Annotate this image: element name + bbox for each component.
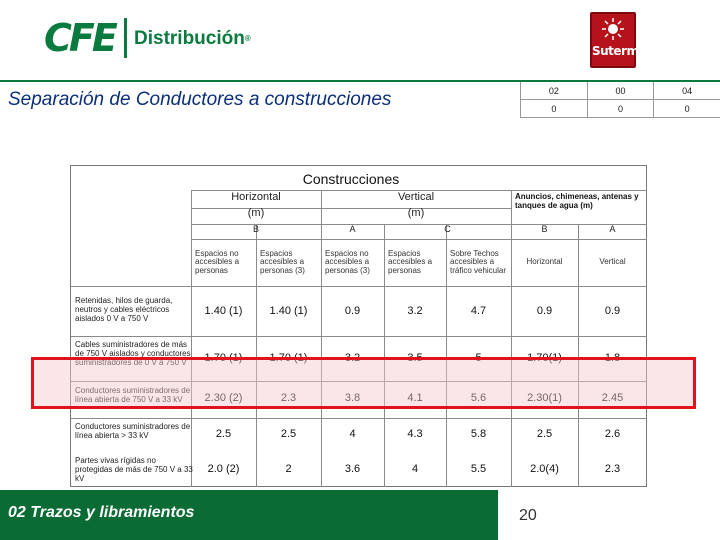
document-code-table [520, 82, 720, 118]
sun-icon [602, 18, 624, 40]
table-cell: 2.5 [280, 428, 297, 440]
table-cell: 4 [411, 463, 419, 475]
column-header: Horizontal [526, 257, 563, 266]
table-cell: 4.1 [407, 392, 423, 404]
grid-line [191, 190, 192, 487]
grid-line [511, 190, 512, 487]
table-cell: 1.40 (1) [204, 305, 243, 317]
letter-c: C [444, 224, 451, 234]
table-cell: 2.0 (2) [207, 463, 240, 475]
table-cell: 1.70 (1) [204, 352, 243, 364]
table-cell: 0.9 [344, 305, 361, 317]
row-label: Conductores suministradores de línea abierta > 33 kV [75, 422, 191, 440]
table-cell: 2.5 [215, 428, 232, 440]
anuncios-header: Anuncios, chimeneas, antenas y tanques de agua (m) [515, 192, 639, 210]
table-cell: 2.3 [604, 463, 621, 475]
column-header: Sobre Techos accesibles a tráfico vehicular [450, 249, 507, 275]
clearance-table [70, 165, 647, 487]
row-label: Retenidas, hilos de guarda, neutros y cables eléctricos aislados 0 V a 750 V [75, 296, 173, 323]
table-cell: 3.6 [344, 463, 361, 475]
horizontal-header: Horizontal [231, 191, 281, 203]
code-cell: 04 [653, 82, 720, 99]
cfe-logo-word: Distribución® [134, 28, 251, 50]
table-cell: 2.0(4) [530, 463, 559, 475]
vertical-unit: (m) [407, 207, 425, 219]
vertical-header: Vertical [397, 191, 435, 203]
footer-title: 02 Trazos y libramientos [8, 504, 195, 521]
table-cell: 3.5 [407, 352, 423, 364]
grid-line [71, 336, 647, 337]
letter-a: A [349, 224, 356, 234]
table-cell: 2.6 [604, 428, 621, 440]
table-cell: 5.5 [470, 463, 487, 475]
code-cell: 0 [653, 100, 720, 117]
table-cell: 3.2 [407, 305, 423, 317]
grid-line [71, 286, 647, 287]
highlight-box [31, 357, 696, 409]
table-cell: 3.2 [344, 352, 361, 364]
table-cell: 1.70 (1) [269, 352, 308, 364]
table-cell: 2 [285, 463, 292, 475]
letter-b: B [541, 224, 548, 234]
horizontal-unit: (m) [247, 207, 265, 219]
table-cell: 0.9 [536, 305, 553, 317]
column-header: Espacios accesibles a personas [388, 249, 433, 275]
logo-divider [124, 18, 127, 58]
table-cell: 1.40 (1) [269, 305, 308, 317]
table-cell: 2.45 [601, 392, 624, 404]
table-cell: 4.3 [407, 428, 423, 440]
page-number: 20 [519, 507, 537, 524]
table-cell: 5.6 [470, 392, 487, 404]
slide-title: Separación de Conductores a construcciones [8, 89, 392, 110]
code-cell: 00 [587, 82, 654, 99]
table-cell: 0.9 [604, 305, 621, 317]
table-cell: 1.70(1) [527, 352, 562, 364]
letter-b: B [252, 224, 259, 234]
table-cell: 4 [349, 428, 356, 440]
grid-line [71, 418, 647, 419]
column-header: Espacios no accesibles a personas (3) [325, 249, 370, 275]
table-cell: 4.7 [470, 305, 487, 317]
table-cell: 2.5 [536, 428, 553, 440]
table-cell: 5.8 [470, 428, 487, 440]
code-row [520, 100, 720, 118]
cfe-distribucion-logo [44, 14, 251, 64]
column-header: Espacios accesibles a personas (3) [260, 249, 305, 275]
column-header: Vertical [599, 257, 626, 266]
letter-a: A [609, 224, 616, 234]
row-label: Conductores suministradores de línea abierta de 750 V a 33 kV [75, 386, 191, 404]
suterm-logo-text: Suterm [592, 44, 639, 58]
table-cell: 1.8 [604, 352, 621, 364]
table-cell: 2.30(1) [527, 392, 562, 404]
code-cell: 0 [587, 100, 654, 117]
table-cell: 3.8 [344, 392, 361, 404]
column-header: Espacios no accesibles a personas [195, 249, 240, 275]
code-cell: 02 [520, 82, 587, 99]
row-label: Cables suministradores de más de 750 V aislados y conductores suministradores de 0 V a 750 V [75, 340, 191, 367]
row-label: Partes vivas rígidas no protegidas de más de 750 V a 33 kV [75, 456, 193, 483]
grid-line [321, 190, 322, 487]
table-cell: 5 [475, 352, 482, 364]
table-cell: 2.3 [280, 392, 297, 404]
code-row [520, 82, 720, 100]
cfe-logo-mark: CFE [44, 16, 115, 60]
table-cell: 2.30 (2) [204, 392, 243, 404]
table-title: Construcciones [302, 171, 400, 187]
suterm-logo [590, 12, 639, 68]
code-cell: 0 [520, 100, 587, 117]
